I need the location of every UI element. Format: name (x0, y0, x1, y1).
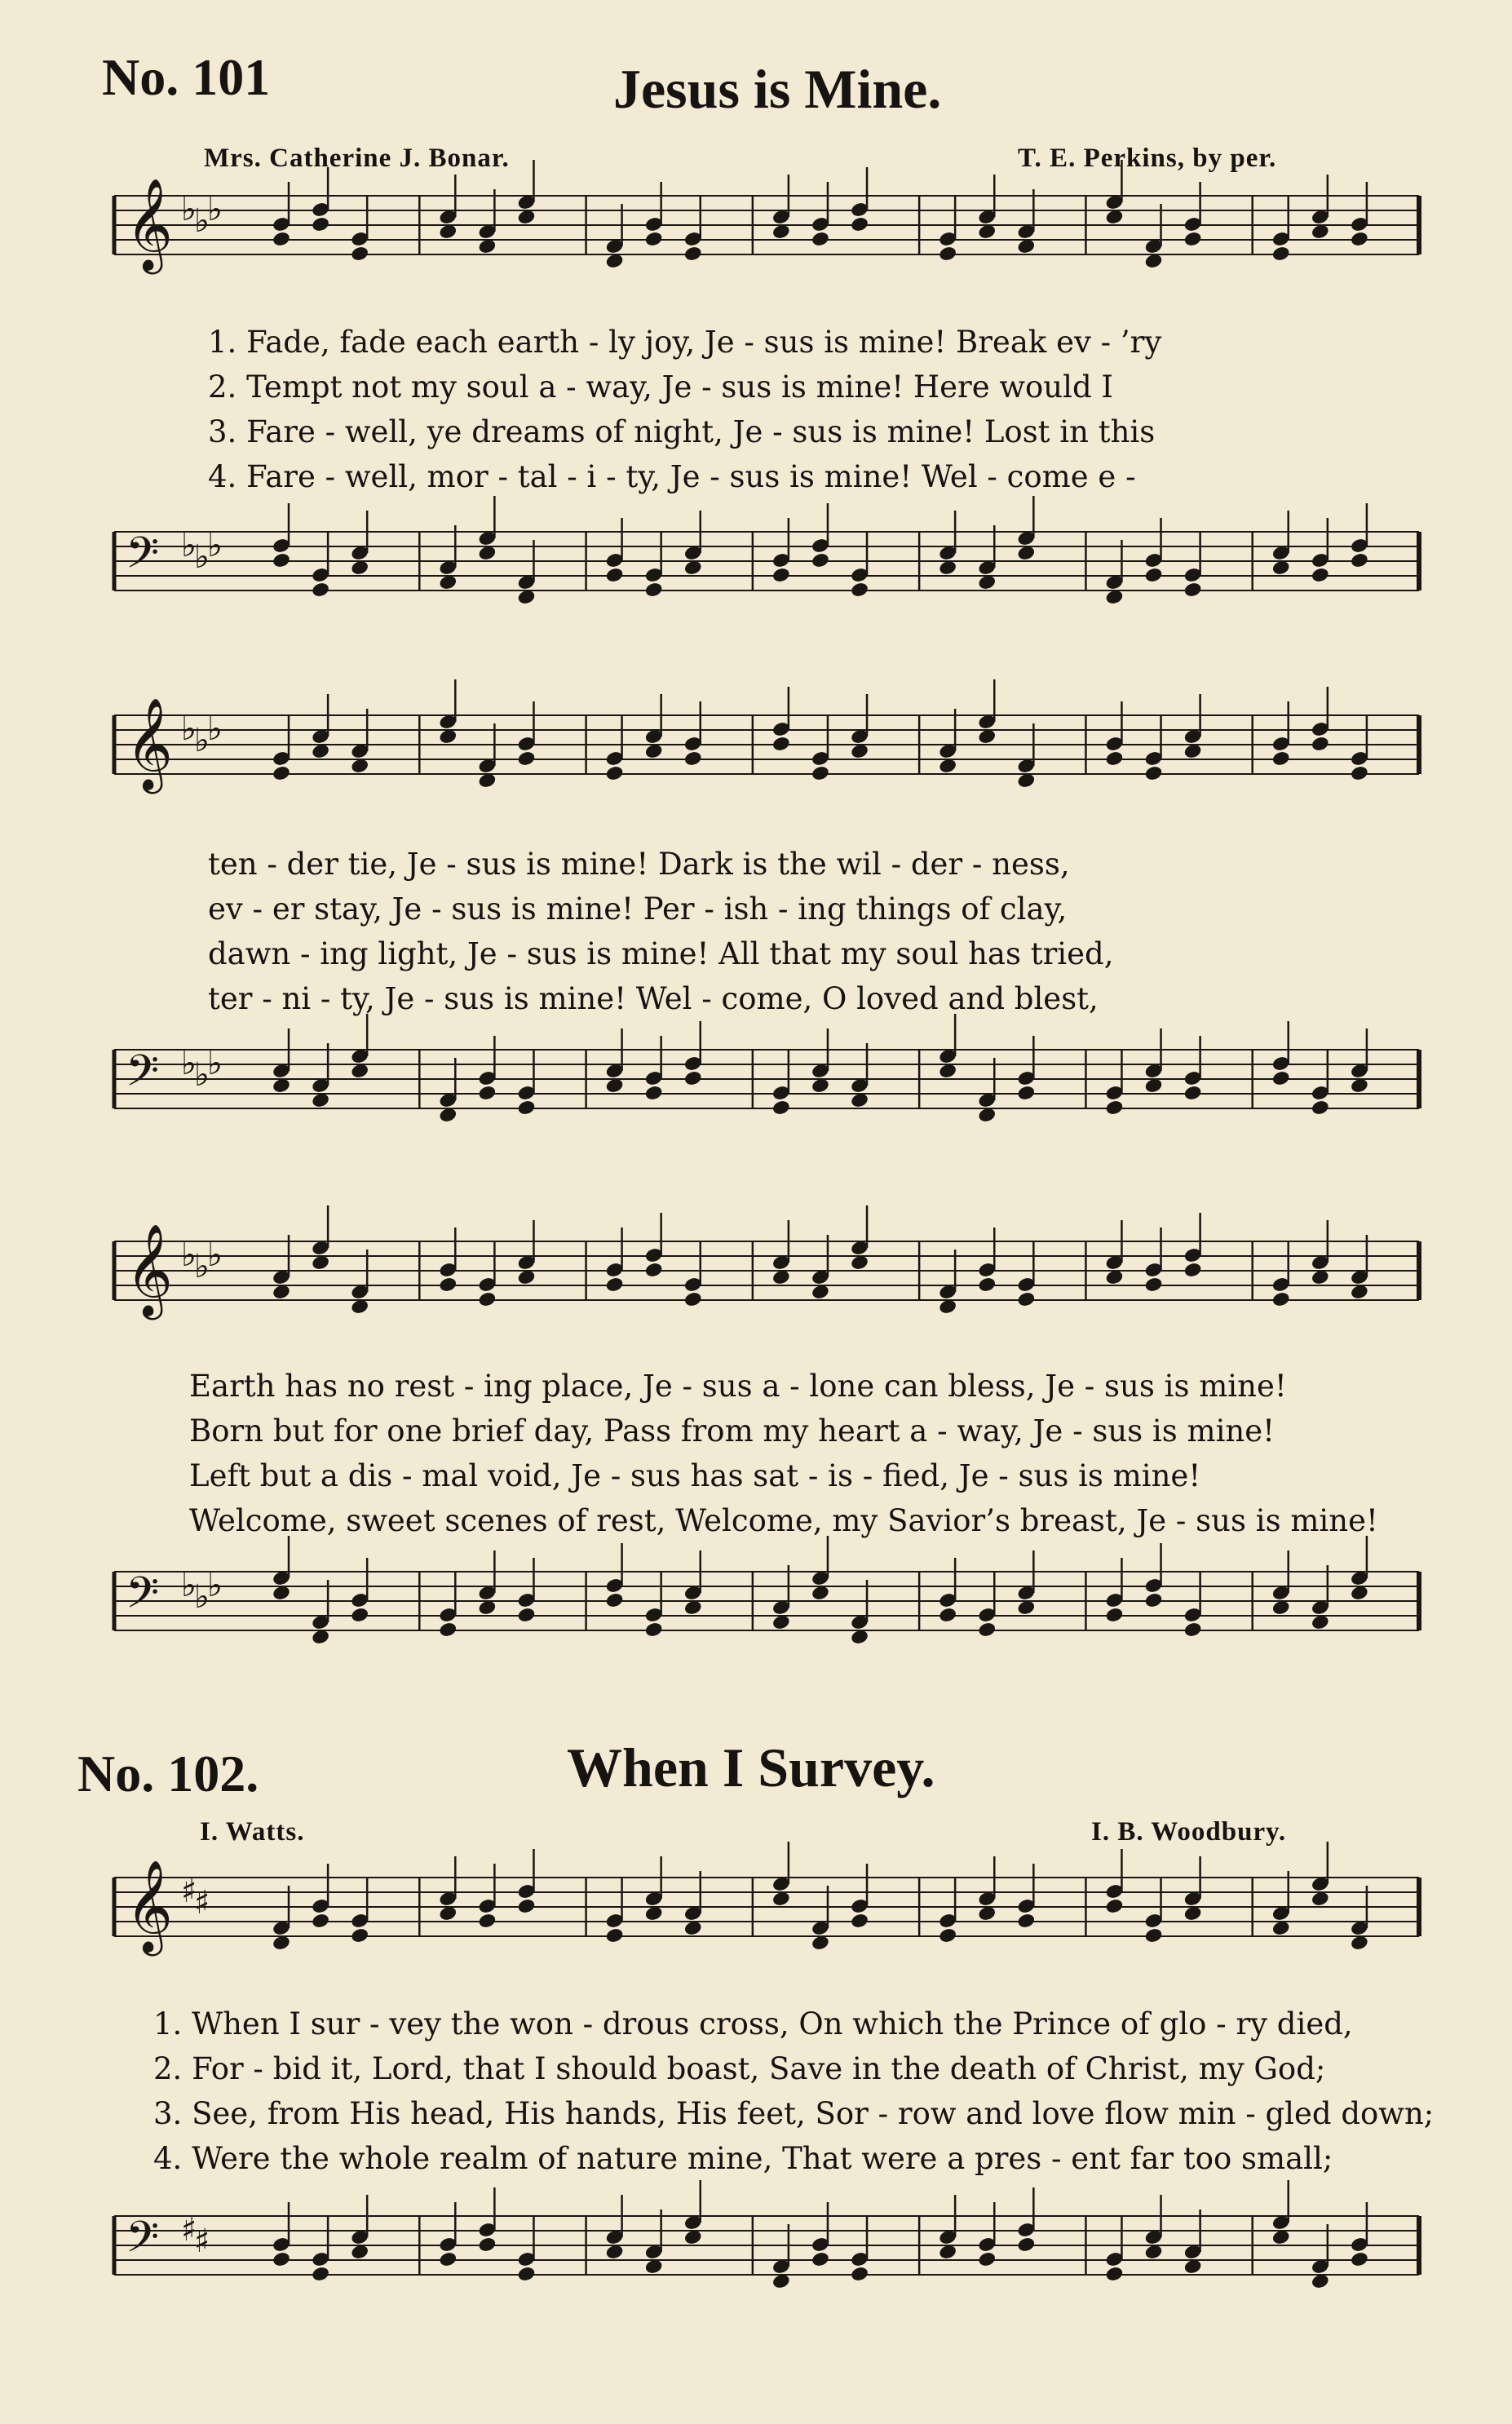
flat-sign-icon: ♭ (207, 527, 223, 564)
flat-sign-icon: ♭ (194, 538, 210, 576)
flat-sign-icon: ♭ (194, 722, 210, 759)
bass-clef-icon: 𝄢 (126, 2213, 160, 2273)
verse-line: 1. Fade, fade each earth - ly joy, Je - sus is mine! Break ev - ’ry (208, 325, 1162, 360)
bass-clef-icon: 𝄢 (126, 529, 160, 589)
lyricist-credit: I. Watts. (200, 1817, 305, 1847)
flat-sign-icon: ♭ (181, 1045, 197, 1082)
verse-line: 4. Were the whole realm of nature mine, That were a pres - ent far too small; (153, 2141, 1333, 2176)
hymn-title: Jesus is Mine. (613, 58, 942, 120)
music-system-treble (114, 697, 1419, 812)
flat-sign-icon: ♭ (181, 710, 197, 748)
verse-line: 3. See, from His head, His hands, His feet, Sor - row and love flow min - gled down; (153, 2096, 1435, 2131)
composer-credit: T. E. Perkins, by per. (1018, 144, 1277, 173)
music-system-bass (114, 1562, 1419, 1668)
verse-line: 1. When I sur - vey the won - drous cross, On which the Prince of glo - ry died, (153, 2006, 1353, 2041)
music-system-treble (114, 1860, 1419, 1974)
lyricist-credit: Mrs. Catherine J. Bonar. (204, 144, 510, 173)
flat-sign-icon: ♭ (207, 1236, 223, 1274)
treble-clef-icon: 𝄞 (126, 1860, 173, 1953)
hymn-number: No. 101 (102, 48, 271, 106)
flat-sign-icon: ♭ (194, 202, 210, 240)
flat-sign-icon: ♭ (207, 1045, 223, 1082)
flat-sign-icon: ♭ (181, 1236, 197, 1274)
flat-sign-icon: ♭ (207, 191, 223, 228)
treble-clef-icon: 𝄞 (126, 697, 173, 790)
flat-sign-icon: ♭ (181, 527, 197, 564)
music-system-treble (114, 1223, 1419, 1338)
music-system-bass (114, 1040, 1419, 1146)
sharp-sign-icon: ♯ (194, 1884, 210, 1922)
verse-line: ev - er stay, Je - sus is mine! Per - ish - ing things of clay, (208, 891, 1068, 927)
sharp-sign-icon: ♯ (181, 1873, 197, 1910)
composer-credit: I. B. Woodbury. (1091, 1817, 1287, 1847)
flat-sign-icon: ♭ (181, 191, 197, 228)
bass-clef-icon: 𝄢 (126, 1568, 160, 1629)
verse-line: dawn - ing light, Je - sus is mine! All that my soul has tried, (208, 936, 1114, 971)
music-system-treble (114, 178, 1419, 292)
verse-line: Earth has no rest - ing place, Je - sus a - lone can bless, Je - sus is mine! (189, 1369, 1287, 1404)
flat-sign-icon: ♭ (181, 1567, 197, 1604)
flat-sign-icon: ♭ (194, 1056, 210, 1094)
verse-line: Born but for one brief day, Pass from my heart a - way, Je - sus is mine! (189, 1413, 1275, 1449)
treble-clef-icon: 𝄞 (126, 178, 173, 271)
verse-line: 2. Tempt not my soul a - way, Je - sus is mine! Here would I (208, 369, 1114, 405)
music-system-bass (114, 522, 1419, 628)
bass-clef-icon: 𝄢 (126, 1046, 160, 1107)
verse-line: 2. For - bid it, Lord, that I should boast, Save in the death of Christ, my God; (153, 2051, 1326, 2086)
flat-sign-icon: ♭ (194, 1578, 210, 1616)
verse-line: ter - ni - ty, Je - sus is mine! Wel - come, O loved and blest, (208, 981, 1099, 1016)
hymn-title: When I Survey. (567, 1736, 935, 1798)
flat-sign-icon: ♭ (207, 1567, 223, 1604)
music-system-bass (114, 2206, 1419, 2312)
flat-sign-icon: ♭ (207, 710, 223, 748)
sharp-sign-icon: ♯ (194, 2223, 210, 2260)
verse-line: 4. Fare - well, mor - tal - i - ty, Je - sus is mine! Wel - come e - (208, 459, 1136, 494)
verse-line: 3. Fare - well, ye dreams of night, Je - sus is mine! Lost in this (208, 414, 1156, 449)
hymn-number: No. 102. (77, 1745, 259, 1803)
sharp-sign-icon: ♯ (181, 2211, 197, 2249)
flat-sign-icon: ♭ (194, 1248, 210, 1285)
treble-clef-icon: 𝄞 (126, 1223, 173, 1316)
verse-line: ten - der tie, Je - sus is mine! Dark is the wil - der - ness, (208, 847, 1070, 882)
verse-line: Left but a dis - mal void, Je - sus has sat - is - fied, Je - sus is mine! (189, 1458, 1201, 1493)
verse-line: Welcome, sweet scenes of rest, Welcome, my Savior’s breast, Je - sus is mine! (189, 1503, 1378, 1538)
